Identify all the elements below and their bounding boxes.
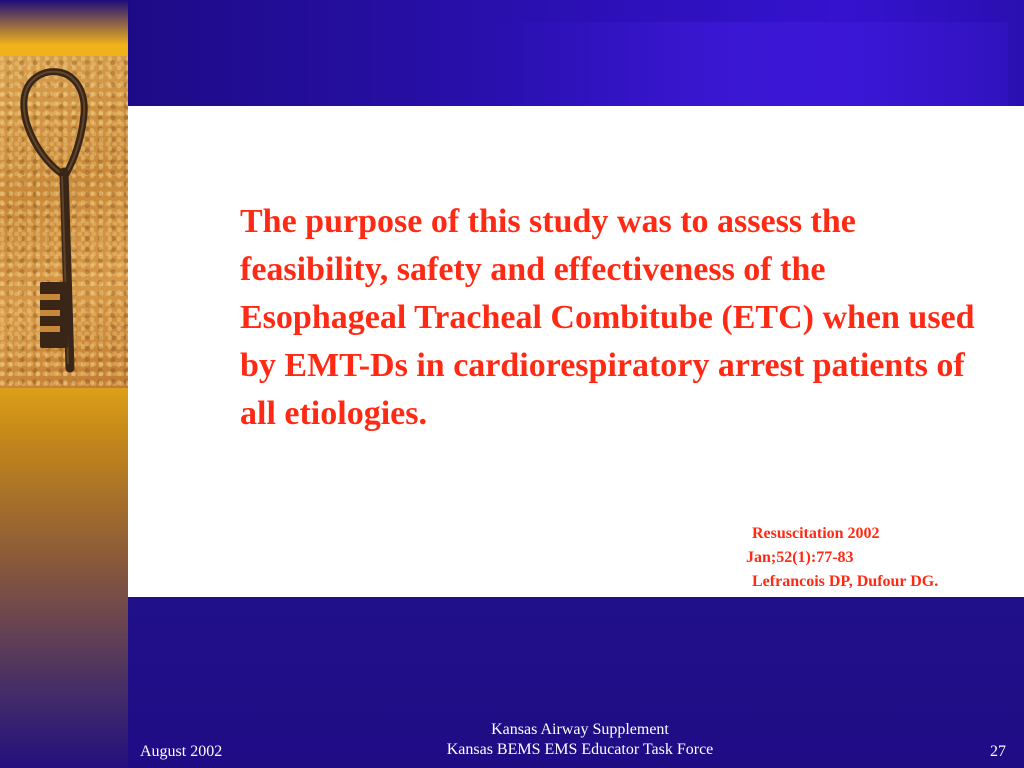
footer-title (384, 720, 776, 760)
citation-journal: Resuscitation 2002 (752, 525, 880, 542)
citation-authors: Lefrancois DP, Dufour DG. (752, 573, 939, 590)
footer-date: August 2002 (140, 743, 223, 760)
footer-title-line2: Kansas BEMS EMS Educator Task Force (446, 741, 714, 758)
citation (746, 522, 938, 594)
key-photo (0, 56, 128, 388)
purpose-statement: The purpose of this study was to assess the feasibility, safety and effectiveness of the Esophageal Tracheal Combitube (ETC) when used by EMT-Ds in cardiorespiratory arrest patients of all etiologies. (240, 203, 975, 432)
content-panel (128, 106, 1024, 597)
footer-title-line1: Kansas Airway Supplement (491, 721, 669, 738)
citation-volume: Jan;52(1):77-83 (746, 549, 854, 566)
page-number: 27 (990, 743, 1006, 760)
top-band (128, 0, 1024, 106)
key-icon (0, 56, 128, 388)
